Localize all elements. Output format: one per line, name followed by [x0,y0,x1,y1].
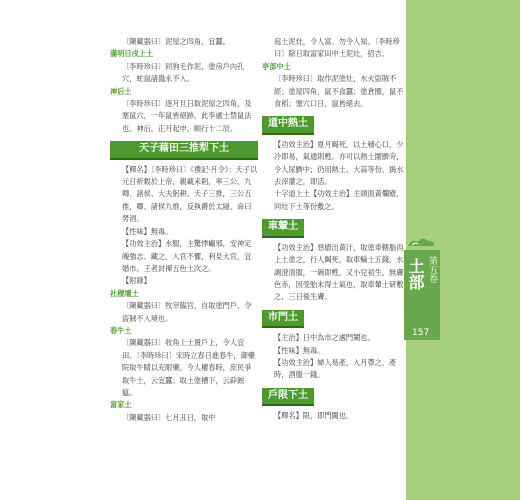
paragraph: 【功效主治】夏月暍死，以土積心口，少冷即易，氣通則甦。亦可以熱土圍臍旁，令人尿臍中；仍用熱土、大蒜等份，搗水去滓灌之，即活。 [274,139,404,187]
paragraph: 庭土泥灶，令人富。勿令人知。〔李時珍曰〕除日取富家田中土泥灶，招吉。 [274,37,400,59]
paragraph: 〔陳藏器曰〕牧宰臨官，自取塗門戶，令盜賊不入境也。 [122,301,252,323]
paragraph: 〔李時珍曰〕同狗毛作泥，塗房戶內孔穴，蛇鼠諸蟲永不入。 [122,61,245,84]
subheading: 富家土 [110,400,132,410]
left-column [110,36,258,424]
subheading: 社稷壇土 [110,288,139,298]
paragraph: 〔李時珍曰〕取作泥塗灶，水火盜賊不經；塗屋四角，鼠不食蠶；塗倉圈，鼠不食稻；塞穴口日，鼠皆絕去。 [274,74,404,109]
section-title: 車輦土 [262,219,304,237]
paragraph: 十字道上土【功效主治】主頭面黃爛瘡，同灶下土等份敷之。 [274,189,404,211]
paragraph: 【功效主治】水服，主驚悸癲邪，安神定魄強志。藏之，入官不懼，利見大官，宜婚市。王者封禪五色土次之。 [122,239,252,273]
paragraph: 【功效主治】惡瘡出黃汁，取塗車轄脂肉上土塗之，行人暍死，取車輪土五錢，水調澄清服，一碗即甦。又小兒初生，無膚色赤，因受胎未得土氣也，取車輦土研敷之，三日後生膚。 [274,242,404,302]
paragraph: 【功效主治】婦人易產，入月帶之，產時，酒服一錢。 [274,357,397,380]
subheading: 亭部中土 [262,61,291,71]
paragraph: 〔陳藏器曰〕收角上土置戶上，令人宜田。〔李時珍曰〕宋時立春日進春牛，御藥院取牛睛以充眼藥。今人權春時，庶民爭取牛土，云宜蠶；取土塗槽下，云辟蝕瘟。 [122,338,255,397]
paragraph: 【性味】無毒。 [122,226,173,236]
right-column [262,36,410,423]
paragraph: 【附錄】 [122,276,151,286]
section-title: 道中熱土 [262,116,314,134]
subheading: 春牛土 [110,325,132,335]
section-title: 天子藉田三推犁下土 [110,141,258,159]
subheading: 滿明日戌上土 [110,49,154,59]
paragraph: 【性味】無毒。 [274,345,325,355]
chapter-title: 土部 [406,258,425,290]
paragraph: 【釋名】限，即門閾也。 [274,411,354,421]
paragraph: 〔李時珍曰〕逐月旦日取泥屋之四角，及塞鼠穴，一年鼠皆絕跡，此李處士禁鼠法也。神后，正月起申，順行十二辰。 [122,99,252,133]
paragraph: 【釋名】〔李時珍曰〕《禮記·月令》：天子以元日祈穀於上帝，親載耒耜，率三公、九卿、諸侯、大夫躬耕。天子三推，三公五推，卿、諸侯九推，反執爵於太寢，命曰勞酒。 [122,164,258,224]
cloud-ornament-icon [406,236,436,250]
subheading: 神后土 [110,86,132,96]
page-number: 157 [412,328,430,338]
paragraph: 【主治】日中為市之處門閾也。 [274,333,375,343]
paragraph: 〔陳藏器曰〕七月丑日，取中 [122,412,216,422]
paragraph: 〔陳藏器曰〕泥屋之四角，宜蠶。 [122,37,230,46]
section-title: 市門土 [262,310,304,328]
chapter-subtitle: 第五卷 [427,256,437,283]
section-title: 戶限下土 [262,388,314,406]
